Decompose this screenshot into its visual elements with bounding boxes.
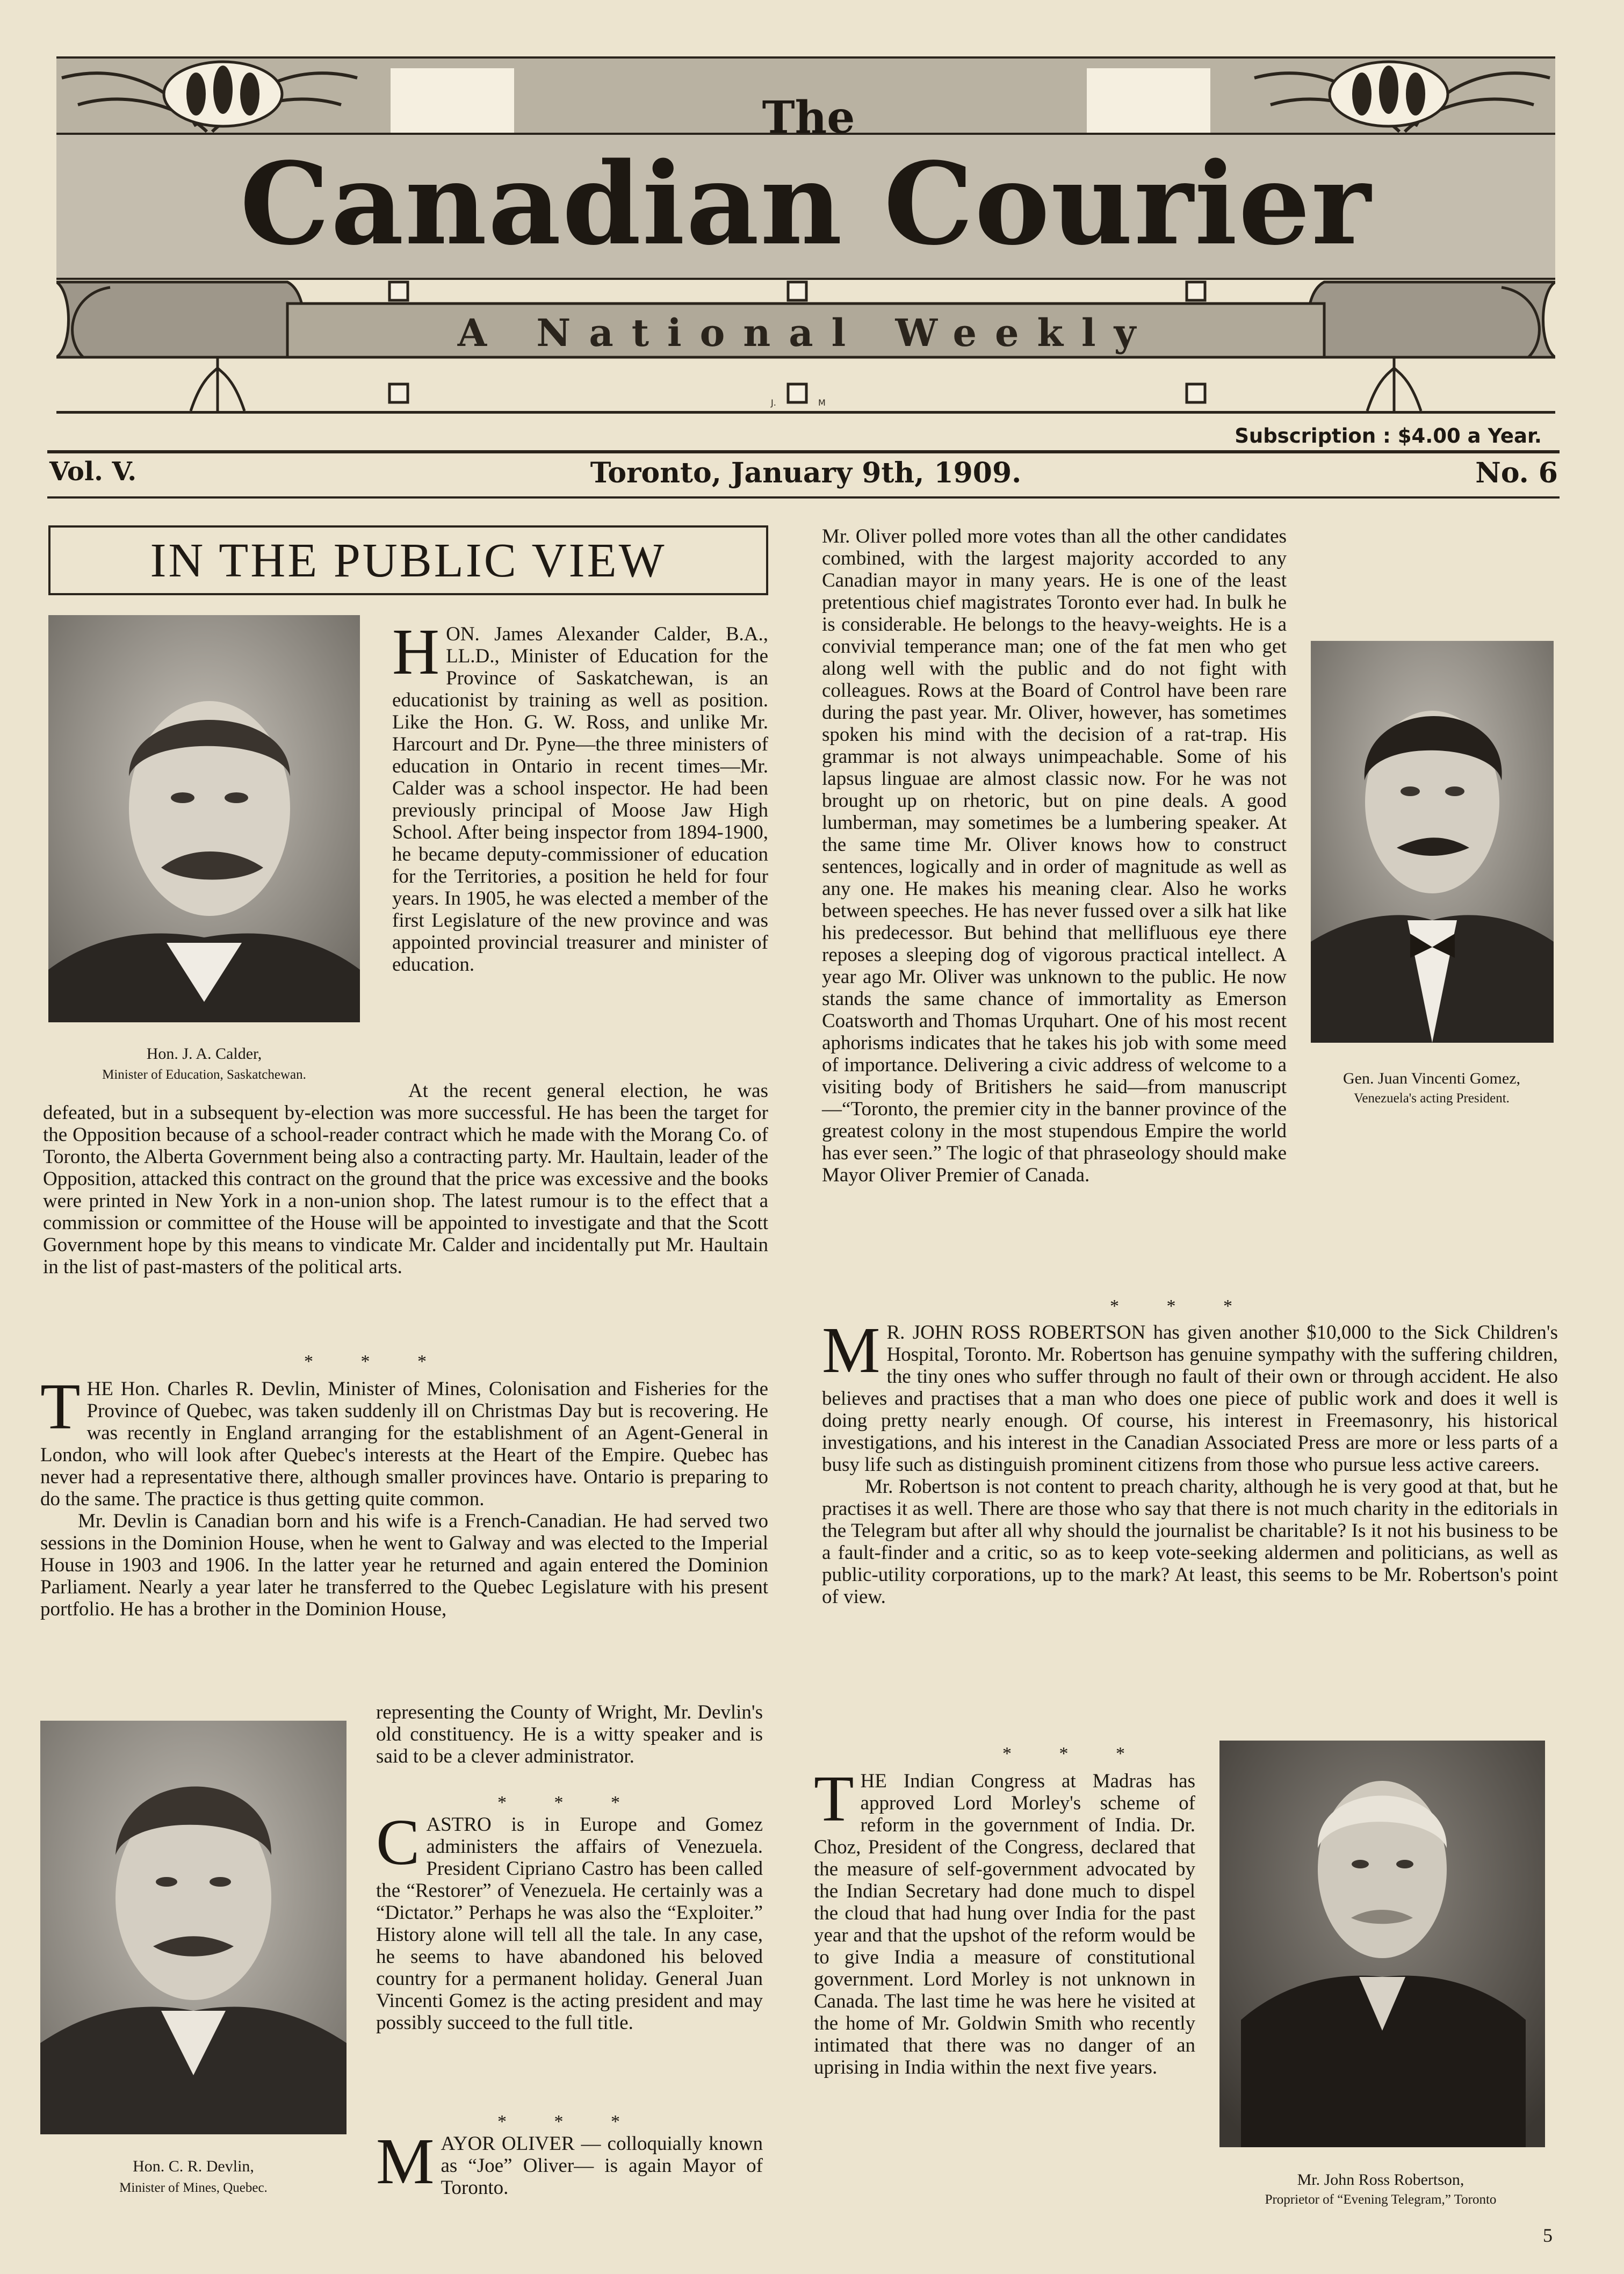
caption-devlin-name: Hon. C. R. Devlin, — [133, 2157, 254, 2175]
caption-devlin-title: Minister of Mines, Quebec. — [119, 2181, 268, 2195]
caption-calder-title: Minister of Education, Saskatchewan. — [102, 1067, 306, 1082]
caption-gomez-title: Venezuela's acting President. — [1354, 1091, 1510, 1106]
section-title: IN THE PUBLIC VIEW — [48, 525, 768, 595]
photo-devlin — [40, 1721, 347, 2134]
page-number: 5 — [1543, 2225, 1553, 2246]
drop-cap: T — [40, 1370, 81, 1443]
article-devlin-cont — [376, 1701, 763, 1767]
article-oliver — [822, 525, 1558, 1208]
article-paragraph: Mr. Devlin is Canadian born and his wife is a French-Canadian. He had served two sessions in the Dominion House, when he went to Galway and was elected to the Imperial House in 1903 and 1906. In the latter year he returned and again entered the Dominion Parliament. Nearly a year later he transferred to the Quebec Legislature with his present portfolio. He has a brother in the Dominion House, — [40, 1510, 768, 1620]
svg-text:J.: J. — [771, 398, 776, 408]
caption-calder-name: Hon. J. A. Calder, — [146, 1045, 262, 1063]
masthead-tagline: A National Weekly — [457, 311, 1154, 355]
separator: * * * — [1002, 1744, 1146, 1764]
article-devlin — [40, 1370, 768, 1620]
article-robertson — [822, 1314, 1558, 1608]
subscription: Subscription : $4.00 a Year. — [1235, 424, 1542, 447]
article-paragraph: R. JOHN ROSS ROBERTSON has given another $10,000 to the Sick Children's Hospital, Toronto. Mr. Robertson has genuine sympathy with the suffering children, the tiny ones who suffer through no fault of their own or through accident. He also believes and practises that a man who does one piece of public work and does it well is doing pretty nearly enough. Of course, his interest in Freemasonry, his historical investigations, and his interest in the Canadian Associated Press are more or less parts of a busy life such as distinguish prominent citizens from those who pursue less active careers. — [822, 1322, 1558, 1476]
rule-top — [47, 450, 1560, 453]
rule-bottom — [47, 496, 1560, 499]
drop-cap: M — [822, 1314, 880, 1387]
article-oliver-intro — [376, 2125, 763, 2199]
svg-text:M: M — [818, 398, 826, 408]
photo-float-spacer — [1287, 617, 1558, 1208]
article-calder-intro — [392, 616, 768, 976]
article-castro — [376, 1806, 763, 2034]
drop-cap: M — [376, 2125, 435, 2198]
article-paragraph: ASTRO is in Europe and Gomez administers the affairs of Venezuela. President Cipriano Castro has been called the “Restorer” of Venezuela. He certainly was a “Dictator.” Perhaps he was also the “Exploiter.” History alone will tell all the tale. In any case, he seems to have abandoned his beloved country for a permanent holiday. General Juan Vincenti Gomez is the acting president and may possibly succeed to the full title. — [376, 1814, 763, 2034]
issue-number: No. 6 — [1475, 457, 1558, 489]
drop-cap: H — [392, 616, 440, 688]
article-paragraph: ON. James Alexander Calder, B.A., LL.D., Minister of Education for the Province of Saskatchewan, is an educationist by training as well as position. Like the Hon. G. W. Ross, and unlike Mr. Harcourt and Dr. Pyne—the three ministers of education in Ontario in recent times—Mr. Calder was a school inspector. He had been previously principal of Moose Jaw High School. After being inspector from 1894-1900, he became deputy-commissioner of education for the Territories, a position he held for four years. In 1905, he was elected a member of the first Legislature of the new province and was appointed provincial treasurer and minister of education. — [392, 623, 768, 976]
separator: * * * — [1110, 1296, 1254, 1316]
separator: * * * — [497, 2112, 641, 2132]
masthead-the: The — [762, 92, 855, 143]
caption-robertson-name: Mr. John Ross Robertson, — [1297, 2171, 1464, 2189]
masthead-title: Canadian Courier — [240, 138, 1372, 270]
drop-cap: T — [814, 1763, 854, 1835]
article-paragraph: HE Hon. Charles R. Devlin, Minister of Mines, Colonisation and Fisheries for the Province of Quebec, was taken suddenly ill on Christmas Day but is recovering. He was recently in England arranging for the establishment of an Agent-General in London, who will look after Quebec's interests at the Heart of the Empire. Quebec has never had a representative there, although smaller provinces have. Ontario is preparing to do the same. The practice is thus getting quite common. — [40, 1378, 768, 1510]
article-india — [814, 1763, 1195, 2078]
article-calder-cont — [43, 1080, 768, 1278]
separator: * * * — [304, 1352, 448, 1371]
article-paragraph: Mr. Robertson is not content to preach charity, although he is very good at that, but he practises it as well. There are those who say that there is not much charity in the editorials in the Telegram but after all why should the journalist be charitable? Is it not his business to be a fault-finder and a critic, so as to keep vote-seeking aldermen and politicians, as well as public-utility corporations, up to the mark? At least, this seems to be Mr. Robertson's point of view. — [822, 1476, 1558, 1608]
caption-gomez-name: Gen. Juan Vincenti Gomez, — [1342, 1070, 1521, 1087]
issue-date: Toronto, January 9th, 1909. — [590, 457, 1022, 489]
drop-cap: C — [376, 1806, 420, 1879]
caption-robertson-title: Proprietor of “Evening Telegram,” Toronto — [1265, 2192, 1497, 2207]
separator: * * * — [497, 1793, 641, 1813]
article-paragraph: AYOR OLIVER — colloquially known as “Joe” Oliver— is again Mayor of Toronto. — [441, 2133, 763, 2199]
masthead — [56, 56, 1555, 416]
article-paragraph: representing the County of Wright, Mr. Devlin's old constituency. He is a witty speaker and is said to be a clever administrator. — [376, 1701, 763, 1767]
photo-calder — [48, 615, 360, 1022]
volume: Vol. V. — [49, 457, 137, 487]
article-paragraph: At the recent general election, he was defeated, but in a subsequent by-election was more successful. He has been the target for the Opposition because of a school-reader contract which he made with the Morang Co. of Toronto, the Alberta Government being also a contracting party. Mr. Haultain, leader of the Opposition, attacked this contract on the ground that the price was excessive and the books were printed in New York in a non-union shop. The latest rumour is to the effect that a commission or committee of the House will be appointed to investigate and that the Scott Government hope by this means to vindicate Mr. Calder and incidentally put Mr. Haultain in the list of past-masters of the political arts. — [43, 1080, 768, 1278]
photo-robertson — [1219, 1741, 1545, 2147]
article-paragraph: Mr. Oliver polled more votes than all the other candidates combined, with the largest majority accorded to any Canadian mayor in many years. He is one of the least pretentious chief magistrates Toronto ever had. In bulk he is considerable. He belongs to the heavy-weights. He is a convivial temperance man; one of the fat men who get along well with the public and do not fight with colleagues. Rows at the Board of Control have been rare during the past year. Mr. Oliver, however, has sometimes spoken his mind with the decision of a rat-trap. His grammar is not always unimpeachable. Some of his lapsus linguae are almost classic now. For he was not brought up on rhetoric, but on pine deals. A good lumberman, may sometimes be a lumbering speaker. At the same time Mr. Oliver knows how to construct sentences, logically and in order of magnitude as well as any one. He makes his meaning clear. Also he works between speeches. He has never fussed over a silk hat like his predecessor. But behind that mellifluous eye there reposes a sleeping dog of vigorous practical intellect. A year ago Mr. Oliver was unknown to the public. He now stands the same chance of immortality as Emerson Coatsworth and Thomas Urquhart. One of his most recent aphorisms indicates that he takes his job with some meed of importance. Delivering a civic address of welcome to a visiting body of Britishers he said—from manuscript—“Toronto, the premier city in the banner province of the greatest colony in the most stupendous Empire the world has ever seen.” The logic of that phraseology should make Mayor Oliver Premier of Canada. — [822, 525, 1287, 1186]
article-paragraph: HE Indian Congress at Madras has approved Lord Morley's scheme of reform in the government of India. Dr. Choz, President of the Congress, declared that the measure of self-government advocated by the Indian Secretary had done much to dispel the cloud that had hung over India for the past year and that the upshot of the reform would be to give India a measure of constitutional government. Lord Morley is not unknown in Canada. The last time he was here he visited at the home of Mr. Goldwin Smith who recently intimated that there was no danger of an uprising in India within the next five years. — [814, 1770, 1195, 2078]
